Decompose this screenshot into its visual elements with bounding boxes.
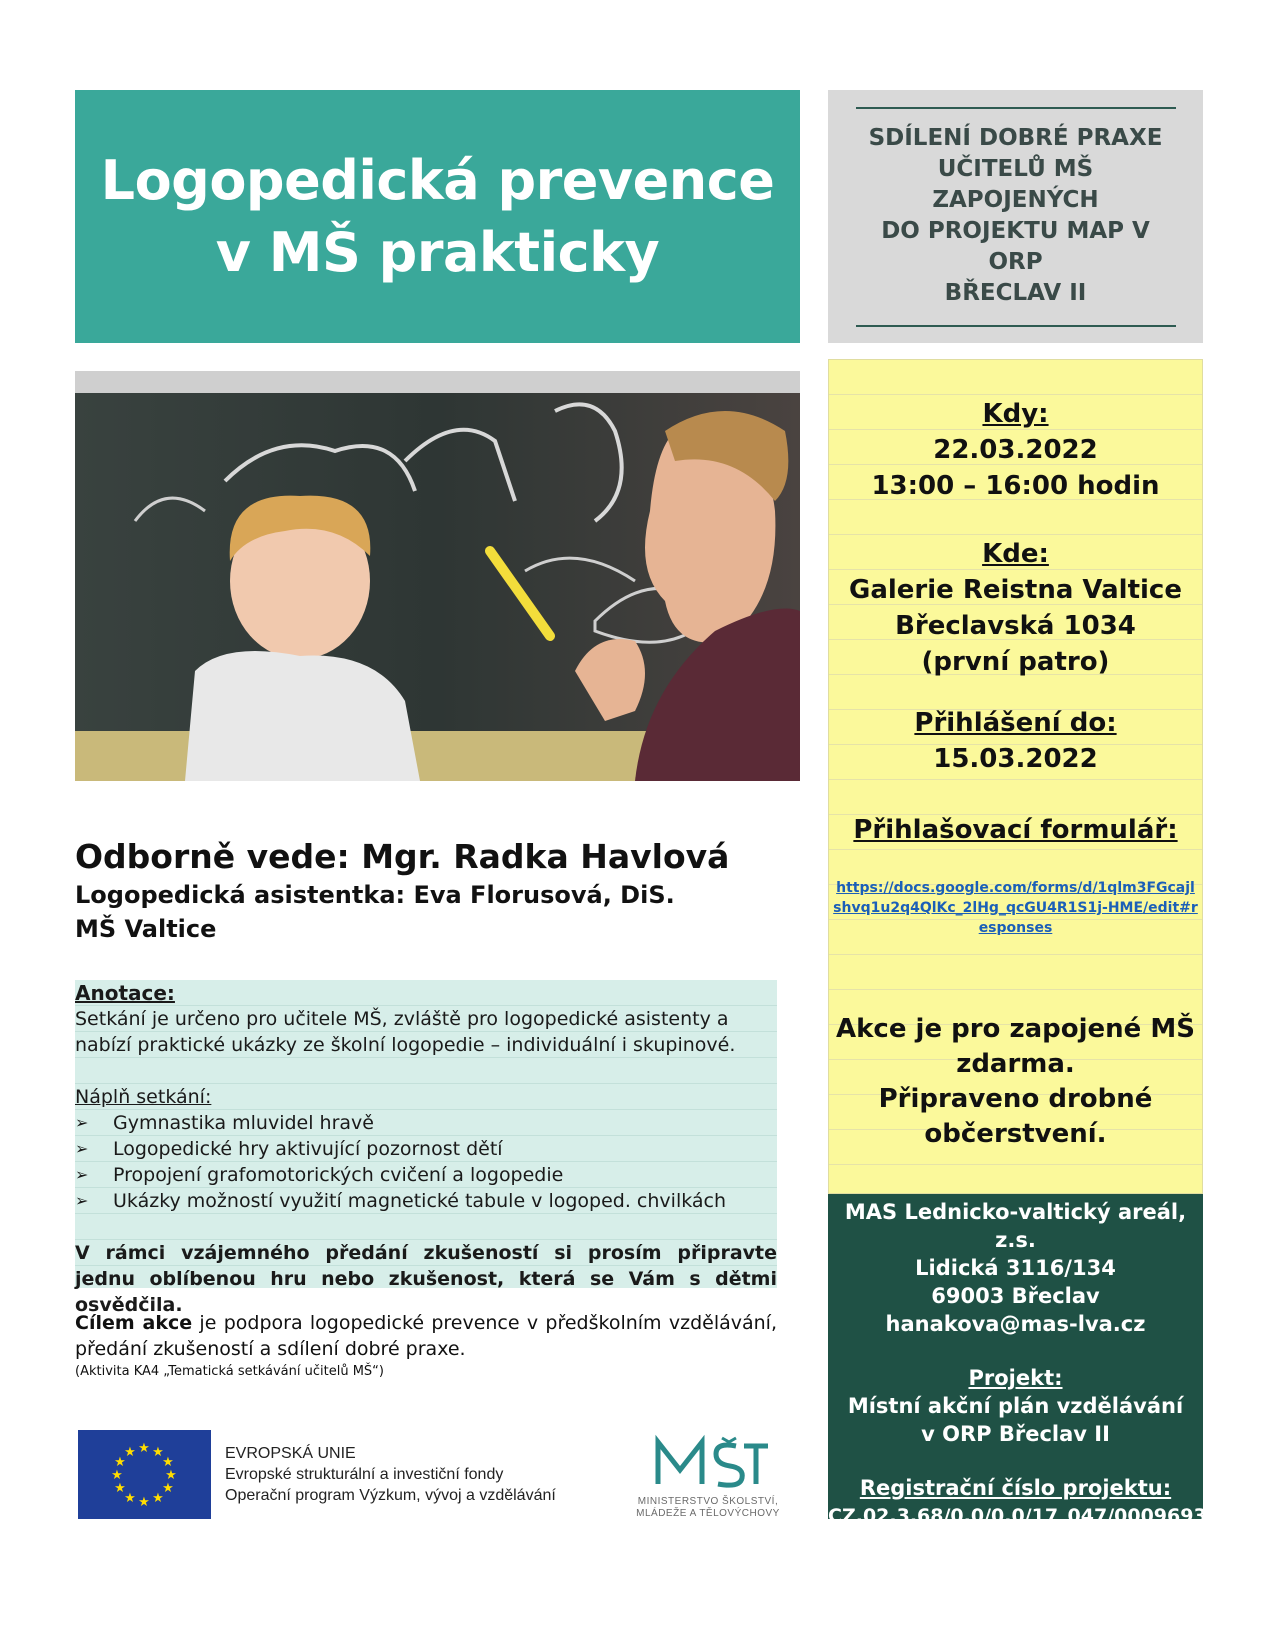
venue-street: Břeclavská 1034 bbox=[895, 611, 1136, 641]
free-line-4: občerstvení. bbox=[924, 1119, 1107, 1149]
goal-lead: Cílem akce bbox=[75, 1312, 193, 1334]
title-line-2: v MŠ prakticky bbox=[215, 220, 660, 284]
form-link[interactable]: https://docs.google.com/forms/d/1qlm3FGcajlshvq1u2q4QlKc_2lHg_qcGU4R1S1j-HME/edit#responses bbox=[833, 880, 1198, 936]
free-line-2: zdarma. bbox=[956, 1049, 1075, 1079]
goal-section bbox=[75, 1310, 777, 1382]
content-label: Náplň setkání: bbox=[75, 1086, 212, 1108]
photo-speech-therapy bbox=[75, 371, 800, 781]
where-label: Kde: bbox=[982, 539, 1049, 569]
list-item: ➢ Logopedické hry aktivující pozornost dětí bbox=[75, 1138, 503, 1160]
msmt-mark-icon bbox=[618, 1432, 798, 1492]
arrow-bullet-icon: ➢ bbox=[75, 1165, 89, 1184]
org-city: 69003 Břeclav bbox=[931, 1284, 1100, 1308]
svg-text:★: ★ bbox=[124, 1445, 136, 1460]
arrow-bullet-icon: ➢ bbox=[75, 1139, 89, 1158]
arrow-bullet-icon: ➢ bbox=[75, 1191, 89, 1210]
list-item: ➢ Propojení grafomotorických cvičení a logopedie bbox=[75, 1164, 564, 1186]
goal-text: Cílem akce je podpora logopedické prevence v předškolním vzdělávání, předání zkušeností a sdílení dobré praxe. bbox=[75, 1312, 777, 1360]
svg-text:★: ★ bbox=[138, 1441, 150, 1456]
org-street: Lidická 3116/134 bbox=[915, 1256, 1116, 1280]
svg-text:★: ★ bbox=[152, 1445, 164, 1460]
subtitle-line-4: BŘECLAV II bbox=[944, 279, 1087, 306]
event-info-panel bbox=[828, 359, 1203, 1194]
list-item: ➢ Gymnastika mluvidel hravě bbox=[75, 1112, 374, 1134]
leader-line-2: Logopedická asistentka: Eva Florusová, DiS. bbox=[75, 881, 675, 909]
content-list bbox=[75, 1110, 777, 1214]
leader-section bbox=[75, 836, 795, 946]
subtitle-line-2: UČITELŮ MŠ ZAPOJENÝCH bbox=[932, 155, 1099, 213]
svg-text:★: ★ bbox=[138, 1495, 150, 1510]
eu-logo-text bbox=[225, 1443, 556, 1506]
svg-text:★: ★ bbox=[165, 1468, 177, 1483]
title-line-1: Logopedická prevence bbox=[100, 148, 775, 212]
free-line-3: Připraveno drobné bbox=[878, 1084, 1153, 1114]
project-line-2: v ORP Břeclav II bbox=[921, 1422, 1110, 1446]
free-line-1: Akce je pro zapojené MŠ bbox=[836, 1014, 1195, 1044]
svg-text:★: ★ bbox=[114, 1455, 126, 1470]
signup-date: 15.03.2022 bbox=[933, 744, 1098, 774]
subtitle-line-1: SDÍLENÍ DOBRÉ PRAXE bbox=[868, 124, 1163, 151]
eu-line-1: EVROPSKÁ UNIE bbox=[225, 1445, 356, 1462]
eu-line-2: Evropské strukturální a investiční fondy bbox=[225, 1466, 504, 1483]
page-title bbox=[75, 90, 800, 343]
subtitle bbox=[856, 107, 1176, 327]
event-time: 13:00 – 16:00 hodin bbox=[871, 471, 1160, 501]
form-label: Přihlašovací formulář: bbox=[853, 815, 1178, 845]
arrow-bullet-icon: ➢ bbox=[75, 1113, 89, 1132]
svg-text:★: ★ bbox=[111, 1468, 123, 1483]
project-line-1: Místní akční plán vzdělávání bbox=[847, 1394, 1184, 1418]
goal-activity-note: (Aktivita KA4 „Tematická setkávání učitelů MŠ“) bbox=[75, 1364, 384, 1379]
annotation-head: Anotace: bbox=[75, 981, 175, 1005]
msmt-caption-1: MINISTERSTVO ŠKOLSTVÍ, bbox=[637, 1496, 779, 1507]
project-label: Projekt: bbox=[968, 1366, 1063, 1390]
when-label: Kdy: bbox=[982, 399, 1049, 429]
svg-text:★: ★ bbox=[124, 1491, 136, 1506]
photo-illustration bbox=[75, 371, 800, 781]
venue-floor: (první patro) bbox=[921, 647, 1110, 677]
event-date: 22.03.2022 bbox=[933, 435, 1098, 465]
leader-line-3: MŠ Valtice bbox=[75, 915, 217, 943]
svg-text:★: ★ bbox=[162, 1455, 174, 1470]
signup-label: Přihlášení do: bbox=[914, 708, 1117, 738]
annotation-section bbox=[75, 980, 777, 1316]
svg-text:★: ★ bbox=[162, 1481, 174, 1496]
org-name: MAS Lednicko-valtický areál, z.s. bbox=[844, 1200, 1187, 1252]
svg-text:★: ★ bbox=[114, 1481, 126, 1496]
annotation-note: V rámci vzájemného předání zkušeností si prosím připravte jednu oblíbenou hru nebo zkušenost, která se Vám s dětmi osvědčila. bbox=[75, 1242, 777, 1316]
org-email[interactable]: hanakova@mas-lva.cz bbox=[885, 1312, 1146, 1336]
reg-number: CZ.02.3.68/0.0/0.0/17_047/0009693 bbox=[828, 1505, 1207, 1527]
list-item: ➢ Ukázky možností využití magnetické tabule v logoped. chvilkách bbox=[75, 1190, 727, 1212]
annotation-text: Setkání je určeno pro učitele MŠ, zvláště pro logopedické asistenty a nabízí praktické ukázky ze školní logopedie – individuální i skupinové. bbox=[75, 1008, 736, 1056]
msmt-logo bbox=[618, 1432, 798, 1524]
svg-text:★: ★ bbox=[152, 1491, 164, 1506]
contact-panel bbox=[828, 1194, 1207, 1527]
subtitle-box bbox=[828, 90, 1203, 343]
leader-line-1: Odborně vede: Mgr. Radka Havlová bbox=[75, 837, 730, 876]
eu-line-3: Operační program Výzkum, vývoj a vzdělávání bbox=[225, 1487, 556, 1504]
msmt-caption-2: MLÁDEŽE A TĚLOVÝCHOVY bbox=[636, 1508, 780, 1519]
eu-flag-logo bbox=[78, 1430, 211, 1519]
eu-stars-icon bbox=[78, 1430, 211, 1519]
reg-label: Registrační číslo projektu: bbox=[859, 1476, 1172, 1500]
venue-name: Galerie Reistna Valtice bbox=[849, 575, 1182, 605]
subtitle-line-3: DO PROJEKTU MAP V ORP bbox=[881, 217, 1150, 275]
